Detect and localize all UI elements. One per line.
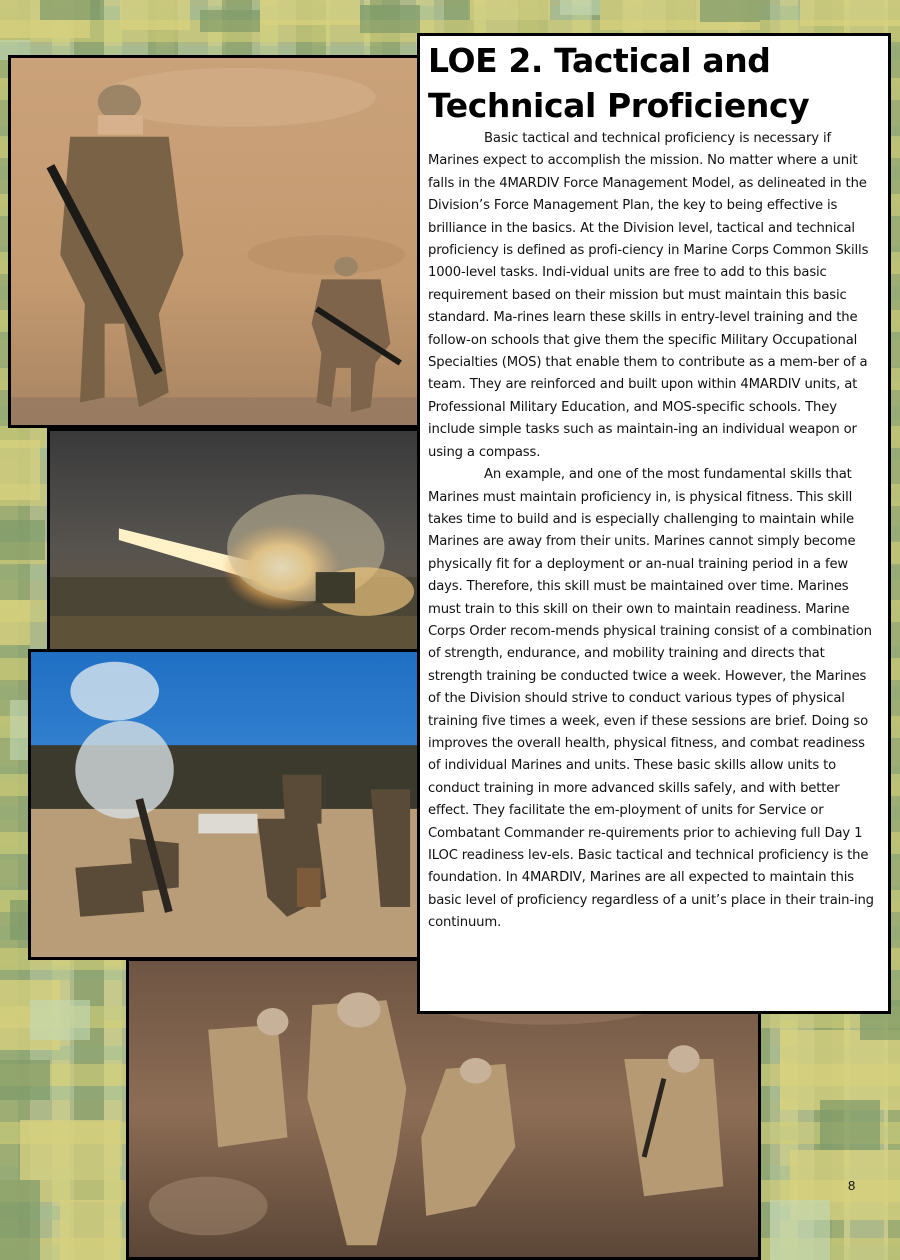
photo-rocket-launch <box>47 428 420 652</box>
article-title: LOE 2. Tactical and Technical Proficiency <box>428 41 810 125</box>
photo-mortar-firing <box>28 649 420 960</box>
article-paragraph: Basic tactical and technical proficiency is necessary if Marines expect to accomplish the mission. No matter where a unit falls in the 4MARDIV Force Management Model, as delineated in the Division’s Force Management Plan, the key to being effective is brilliance in the basics. At the Division level, tactical and technical proficiency is defined as profi-ciency in Marine Corps Common Skills 1000-level tasks. Indi-vidual units are free to add to this basic requirement based on their mission but must maintain this basic standard. Ma-rines learn these skills in entry-level training and the follow-on schools that give them the specific Military Occupational Specialties (MOS) that enable them to contribute as a mem-ber of a team. They are reinforced and built upon within 4MARDIV units, at Professional Military Education, and MOS-specific schools. They include simple tasks such as maintain-ing an individual weapon or using a compass. <box>428 131 869 460</box>
photo-marines-running <box>8 55 420 428</box>
article-panel <box>417 33 891 1014</box>
page-number: 8 <box>848 1178 856 1193</box>
article-paragraph: An example, and one of the most fundamental skills that Marines must maintain proficiency in, is physical fitness. This skill takes time to build and is especially challenging to maintain while Marines are away from their units. Marines cannot simply become physically fit for a deployment or an-nual training period in a few days. Therefore, this skill must be maintained over time. Marines must train to this skill on their own to maintain readiness. Marine Corps Order recom-mends physical training consist of a combination of strength, endurance, and mobility training and directs that strength training be conducted twice a week. However, the Marines of the Division should strive to conduct various types of physical training five times a week, even if these sessions are brief. Doing so improves the overall health, physical fitness, and combat readiness of individual Marines and units. These basic skills allow units to conduct training in more advanced skills safely, and with better effect. They facilitate the em-ployment of units for Service or Combatant Commander re-quirements prior to achieving full Day 1 ILOC readiness lev-els. Basic tactical and technical proficiency is the foundation. In 4MARDIV, Marines are all expected to maintain this basic level of proficiency regardless of a unit’s place in their train-ing continuum. <box>428 467 874 931</box>
